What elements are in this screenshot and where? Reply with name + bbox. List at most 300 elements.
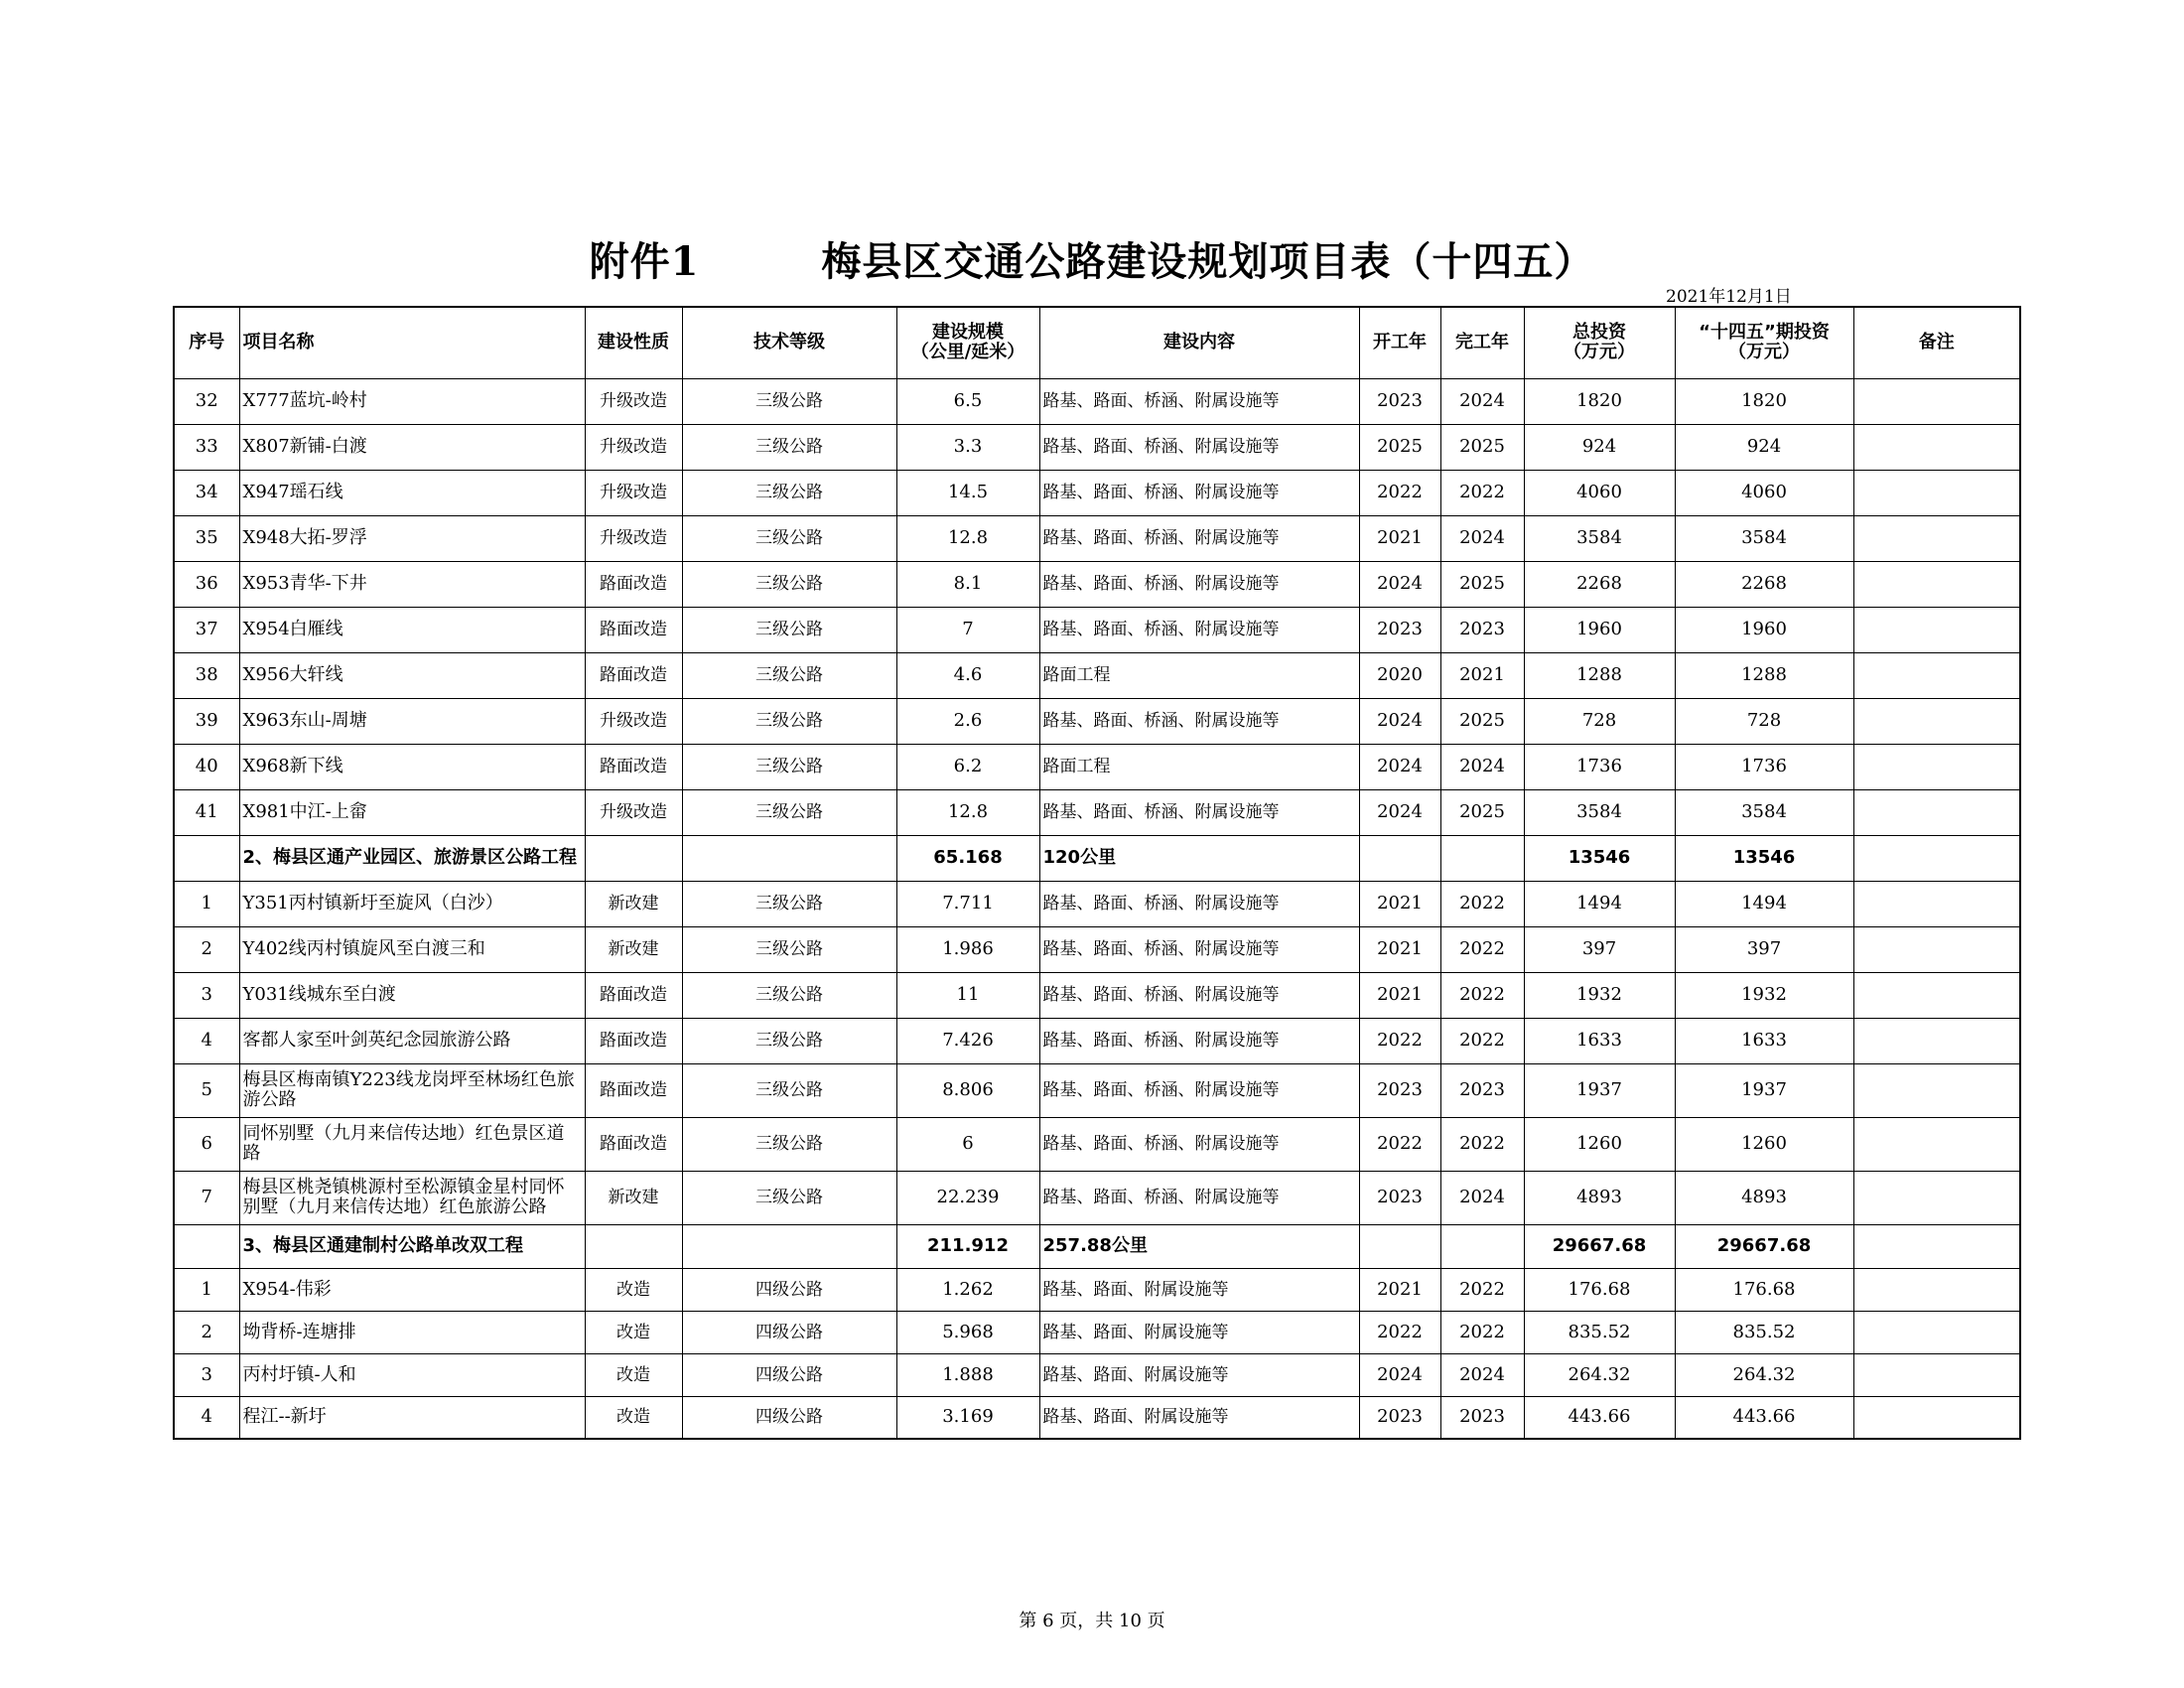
cell-grade: 三级公路: [682, 561, 896, 607]
cell-scale: 8.1: [896, 561, 1039, 607]
cell-seq: 2: [174, 926, 239, 972]
cell-nature: 路面改造: [585, 652, 682, 698]
cell-start: 2023: [1359, 1396, 1440, 1439]
cell-name: Y031线城东至白渡: [239, 972, 585, 1018]
cell-content: 路基、路面、附属设施等: [1039, 1311, 1359, 1353]
cell-content: 路基、路面、桥涵、附属设施等: [1039, 561, 1359, 607]
cell-plan: 728: [1675, 698, 1853, 744]
cell-grade: 三级公路: [682, 881, 896, 926]
cell-plan: 3584: [1675, 789, 1853, 835]
cell-name: X807新铺-白渡: [239, 424, 585, 470]
cell-start: 2022: [1359, 1117, 1440, 1171]
cell-nature: 新改建: [585, 926, 682, 972]
cell-end: 2025: [1440, 424, 1524, 470]
cell-end: 2022: [1440, 1268, 1524, 1311]
cell-plan: 835.52: [1675, 1311, 1853, 1353]
cell-content: 路基、路面、桥涵、附属设施等: [1039, 1171, 1359, 1224]
cell-plan: 1633: [1675, 1018, 1853, 1063]
page-footer: 第 6 页，共 10 页: [1019, 1611, 1165, 1631]
cell-name: 坳背桥-连塘排: [239, 1311, 585, 1353]
cell-nature: 路面改造: [585, 607, 682, 652]
cell-end: 2022: [1440, 1117, 1524, 1171]
cell-name: Y402线丙村镇旋风至白渡三和: [239, 926, 585, 972]
header-start: 开工年: [1359, 307, 1440, 378]
cell-grade: 三级公路: [682, 515, 896, 561]
cell-total: 176.68: [1524, 1268, 1675, 1311]
cell-note: [1853, 972, 2020, 1018]
cell-start: 2023: [1359, 1171, 1440, 1224]
cell-scale: 1.986: [896, 926, 1039, 972]
header-scale-line2: （公里/延米）: [910, 342, 1025, 363]
cell-grade: 三级公路: [682, 1018, 896, 1063]
cell-seq: 39: [174, 698, 239, 744]
cell-nature: 改造: [585, 1353, 682, 1396]
table-row: [174, 972, 2020, 1018]
cell-total: 1260: [1524, 1117, 1675, 1171]
cell-plan: 4060: [1675, 470, 1853, 515]
header-plan-line1: “十四五”期投资: [1699, 322, 1830, 344]
cell-grade: [682, 1224, 896, 1268]
cell-start: 2021: [1359, 515, 1440, 561]
cell-content: 路基、路面、附属设施等: [1039, 1268, 1359, 1311]
cell-name: X777蓝坑-岭村: [239, 378, 585, 424]
cell-seq: 4: [174, 1018, 239, 1063]
cell-total: 4893: [1524, 1171, 1675, 1224]
cell-content: 路基、路面、桥涵、附属设施等: [1039, 789, 1359, 835]
cell-name: X953青华-下井: [239, 561, 585, 607]
cell-name: X963东山-周塘: [239, 698, 585, 744]
cell-content: 路基、路面、桥涵、附属设施等: [1039, 378, 1359, 424]
header-total-line2: （万元）: [1564, 342, 1635, 363]
cell-seq: [174, 835, 239, 881]
table-row: [174, 1311, 2020, 1353]
cell-plan: 1736: [1675, 744, 1853, 789]
cell-note: [1853, 607, 2020, 652]
cell-plan: 1937: [1675, 1063, 1853, 1117]
cell-nature: 路面改造: [585, 972, 682, 1018]
table-row: [174, 1268, 2020, 1311]
cell-name: 丙村圩镇-人和: [239, 1353, 585, 1396]
cell-total: 924: [1524, 424, 1675, 470]
cell-content: 路面工程: [1039, 744, 1359, 789]
cell-grade: 三级公路: [682, 470, 896, 515]
cell-name: X948大拓-罗浮: [239, 515, 585, 561]
cell-nature: 升级改造: [585, 424, 682, 470]
cell-seq: 1: [174, 881, 239, 926]
cell-start: 2022: [1359, 470, 1440, 515]
cell-note: [1853, 1353, 2020, 1396]
cell-start: 2023: [1359, 607, 1440, 652]
cell-content: 路基、路面、桥涵、附属设施等: [1039, 1063, 1359, 1117]
cell-total: 443.66: [1524, 1396, 1675, 1439]
cell-note: [1853, 561, 2020, 607]
cell-scale: 4.6: [896, 652, 1039, 698]
cell-plan: 1494: [1675, 881, 1853, 926]
cell-seq: 6: [174, 1117, 239, 1171]
cell-nature: 路面改造: [585, 744, 682, 789]
cell-total: 1937: [1524, 1063, 1675, 1117]
table-row: [174, 515, 2020, 561]
cell-note: [1853, 1117, 2020, 1171]
cell-start: 2024: [1359, 1353, 1440, 1396]
cell-name: 客都人家至叶剑英纪念园旅游公路: [239, 1018, 585, 1063]
cell-name: 梅县区梅南镇Y223线龙岗坪至林场红色旅游公路: [239, 1063, 585, 1117]
header-total: [1524, 307, 1675, 378]
cell-grade: 三级公路: [682, 378, 896, 424]
cell-seq: 1: [174, 1268, 239, 1311]
table-row: [174, 470, 2020, 515]
cell-nature: [585, 835, 682, 881]
cell-nature: 升级改造: [585, 698, 682, 744]
cell-nature: 改造: [585, 1268, 682, 1311]
cell-grade: 三级公路: [682, 1063, 896, 1117]
cell-end: [1440, 1224, 1524, 1268]
cell-name: X956大轩线: [239, 652, 585, 698]
cell-note: [1853, 1268, 2020, 1311]
cell-end: 2023: [1440, 1396, 1524, 1439]
header-plan: [1675, 307, 1853, 378]
cell-seq: 40: [174, 744, 239, 789]
cell-scale: 3.169: [896, 1396, 1039, 1439]
cell-content: 路基、路面、桥涵、附属设施等: [1039, 607, 1359, 652]
cell-total: 264.32: [1524, 1353, 1675, 1396]
cell-total: 728: [1524, 698, 1675, 744]
cell-plan: 1820: [1675, 378, 1853, 424]
cell-start: 2024: [1359, 744, 1440, 789]
cell-start: 2021: [1359, 926, 1440, 972]
cell-nature: 升级改造: [585, 470, 682, 515]
cell-end: 2024: [1440, 1353, 1524, 1396]
header-content: 建设内容: [1039, 307, 1359, 378]
cell-name: X954白雁线: [239, 607, 585, 652]
cell-seq: 41: [174, 789, 239, 835]
cell-scale: 65.168: [896, 835, 1039, 881]
cell-note: [1853, 1063, 2020, 1117]
cell-nature: 新改建: [585, 1171, 682, 1224]
cell-start: 2024: [1359, 561, 1440, 607]
cell-note: [1853, 515, 2020, 561]
cell-end: 2024: [1440, 378, 1524, 424]
cell-scale: 12.8: [896, 789, 1039, 835]
cell-name: Y351丙村镇新圩至旋风（白沙）: [239, 881, 585, 926]
cell-total: 397: [1524, 926, 1675, 972]
cell-end: 2024: [1440, 744, 1524, 789]
cell-content: 路基、路面、桥涵、附属设施等: [1039, 1117, 1359, 1171]
cell-start: [1359, 835, 1440, 881]
cell-grade: 三级公路: [682, 424, 896, 470]
cell-start: 2021: [1359, 1268, 1440, 1311]
cell-total: 1633: [1524, 1018, 1675, 1063]
header-scale-line1: 建设规模: [932, 322, 1004, 344]
cell-grade: [682, 835, 896, 881]
table-row: [174, 378, 2020, 424]
cell-grade: 三级公路: [682, 652, 896, 698]
cell-note: [1853, 652, 2020, 698]
cell-nature: 路面改造: [585, 1063, 682, 1117]
cell-note: [1853, 881, 2020, 926]
cell-start: 2020: [1359, 652, 1440, 698]
cell-total: 3584: [1524, 789, 1675, 835]
cell-note: [1853, 1018, 2020, 1063]
cell-content: 路基、路面、附属设施等: [1039, 1396, 1359, 1439]
cell-grade: 三级公路: [682, 1117, 896, 1171]
cell-end: 2022: [1440, 926, 1524, 972]
cell-end: 2023: [1440, 607, 1524, 652]
cell-note: [1853, 1311, 2020, 1353]
cell-scale: 7: [896, 607, 1039, 652]
cell-grade: 三级公路: [682, 789, 896, 835]
cell-start: 2024: [1359, 789, 1440, 835]
cell-end: 2022: [1440, 1311, 1524, 1353]
cell-scale: 14.5: [896, 470, 1039, 515]
cell-name: X947瑶石线: [239, 470, 585, 515]
cell-grade: 四级公路: [682, 1311, 896, 1353]
cell-end: 2022: [1440, 470, 1524, 515]
cell-scale: 22.239: [896, 1171, 1039, 1224]
cell-seq: 32: [174, 378, 239, 424]
cell-plan: 1260: [1675, 1117, 1853, 1171]
cell-content: 路基、路面、桥涵、附属设施等: [1039, 470, 1359, 515]
cell-plan: 1960: [1675, 607, 1853, 652]
cell-scale: 6.2: [896, 744, 1039, 789]
cell-total: 1820: [1524, 378, 1675, 424]
cell-note: [1853, 1171, 2020, 1224]
cell-end: 2022: [1440, 1018, 1524, 1063]
cell-name: 3、梅县区通建制村公路单改双工程: [239, 1224, 585, 1268]
cell-nature: 路面改造: [585, 1117, 682, 1171]
cell-seq: 33: [174, 424, 239, 470]
cell-start: 2022: [1359, 1311, 1440, 1353]
cell-total: 4060: [1524, 470, 1675, 515]
cell-total: 13546: [1524, 835, 1675, 881]
cell-scale: 12.8: [896, 515, 1039, 561]
cell-content: 257.88公里: [1039, 1224, 1359, 1268]
header-plan-line2: （万元）: [1728, 342, 1800, 363]
cell-note: [1853, 698, 2020, 744]
cell-total: 1960: [1524, 607, 1675, 652]
cell-seq: 38: [174, 652, 239, 698]
cell-grade: 三级公路: [682, 698, 896, 744]
cell-start: 2024: [1359, 698, 1440, 744]
cell-scale: 7.426: [896, 1018, 1039, 1063]
cell-note: [1853, 835, 2020, 881]
cell-end: 2024: [1440, 1171, 1524, 1224]
cell-total: 1288: [1524, 652, 1675, 698]
header-end: 完工年: [1440, 307, 1524, 378]
table-body: [174, 378, 2020, 1439]
cell-grade: 三级公路: [682, 607, 896, 652]
table-row: [174, 1063, 2020, 1117]
cell-grade: 三级公路: [682, 972, 896, 1018]
cell-end: 2025: [1440, 789, 1524, 835]
cell-name: 同怀别墅（九月来信传达地）红色景区道路: [239, 1117, 585, 1171]
cell-total: 29667.68: [1524, 1224, 1675, 1268]
cell-end: 2022: [1440, 881, 1524, 926]
cell-scale: 6: [896, 1117, 1039, 1171]
table-row: [174, 926, 2020, 972]
table-row: [174, 561, 2020, 607]
cell-nature: 路面改造: [585, 561, 682, 607]
cell-nature: 路面改造: [585, 1018, 682, 1063]
cell-content: 路基、路面、桥涵、附属设施等: [1039, 926, 1359, 972]
cell-note: [1853, 1396, 2020, 1439]
cell-content: 路基、路面、桥涵、附属设施等: [1039, 424, 1359, 470]
cell-total: 2268: [1524, 561, 1675, 607]
project-table: [173, 306, 2021, 1440]
table-row: [174, 881, 2020, 926]
cell-seq: 34: [174, 470, 239, 515]
cell-name: 2、梅县区通产业园区、旅游景区公路工程: [239, 835, 585, 881]
cell-start: 2023: [1359, 378, 1440, 424]
cell-total: 1736: [1524, 744, 1675, 789]
cell-seq: 7: [174, 1171, 239, 1224]
cell-content: 路基、路面、附属设施等: [1039, 1353, 1359, 1396]
cell-start: 2022: [1359, 1018, 1440, 1063]
cell-start: 2021: [1359, 972, 1440, 1018]
header-name: [239, 307, 585, 378]
cell-plan: 397: [1675, 926, 1853, 972]
table-row: [174, 607, 2020, 652]
cell-nature: 升级改造: [585, 378, 682, 424]
cell-seq: 3: [174, 1353, 239, 1396]
cell-name: 梅县区桃尧镇桃源村至松源镇金星村同怀别墅（九月来信传达地）红色旅游公路: [239, 1171, 585, 1224]
cell-nature: 升级改造: [585, 789, 682, 835]
cell-scale: 11: [896, 972, 1039, 1018]
cell-plan: 13546: [1675, 835, 1853, 881]
cell-scale: 5.968: [896, 1311, 1039, 1353]
cell-end: 2024: [1440, 515, 1524, 561]
header-seq: 序号: [174, 307, 239, 378]
cell-scale: 1.262: [896, 1268, 1039, 1311]
cell-total: 3584: [1524, 515, 1675, 561]
cell-scale: 3.3: [896, 424, 1039, 470]
cell-note: [1853, 1224, 2020, 1268]
page-title: 附件1 梅县区交通公路建设规划项目表（十四五）: [589, 238, 1595, 285]
cell-total: 835.52: [1524, 1311, 1675, 1353]
cell-plan: 4893: [1675, 1171, 1853, 1224]
cell-grade: 四级公路: [682, 1353, 896, 1396]
table-row: [174, 1018, 2020, 1063]
cell-plan: 176.68: [1675, 1268, 1853, 1311]
header-total-line1: 总投资: [1572, 322, 1626, 344]
cell-scale: 2.6: [896, 698, 1039, 744]
table-row: [174, 1396, 2020, 1439]
cell-end: 2022: [1440, 972, 1524, 1018]
header-row: [174, 307, 2020, 378]
cell-nature: [585, 1224, 682, 1268]
cell-seq: 36: [174, 561, 239, 607]
cell-note: [1853, 470, 2020, 515]
cell-name: X968新下线: [239, 744, 585, 789]
header-grade: 技术等级: [682, 307, 896, 378]
cell-grade: 四级公路: [682, 1268, 896, 1311]
cell-grade: 三级公路: [682, 744, 896, 789]
cell-end: [1440, 835, 1524, 881]
header-scale: [896, 307, 1039, 378]
cell-plan: 2268: [1675, 561, 1853, 607]
cell-seq: 4: [174, 1396, 239, 1439]
cell-nature: 改造: [585, 1396, 682, 1439]
cell-plan: 3584: [1675, 515, 1853, 561]
section-row: [174, 835, 2020, 881]
cell-note: [1853, 926, 2020, 972]
cell-grade: 三级公路: [682, 926, 896, 972]
header-note: 备注: [1853, 307, 2020, 378]
cell-scale: 8.806: [896, 1063, 1039, 1117]
cell-note: [1853, 744, 2020, 789]
cell-start: [1359, 1224, 1440, 1268]
table-row: [174, 698, 2020, 744]
cell-scale: 1.888: [896, 1353, 1039, 1396]
table-row: [174, 652, 2020, 698]
cell-plan: 29667.68: [1675, 1224, 1853, 1268]
cell-nature: 改造: [585, 1311, 682, 1353]
cell-content: 路面工程: [1039, 652, 1359, 698]
cell-content: 120公里: [1039, 835, 1359, 881]
cell-nature: 升级改造: [585, 515, 682, 561]
cell-note: [1853, 424, 2020, 470]
cell-grade: 四级公路: [682, 1396, 896, 1439]
cell-name: X954-伟彩: [239, 1268, 585, 1311]
cell-scale: 7.711: [896, 881, 1039, 926]
cell-content: 路基、路面、桥涵、附属设施等: [1039, 698, 1359, 744]
cell-start: 2023: [1359, 1063, 1440, 1117]
cell-name: 程江--新圩: [239, 1396, 585, 1439]
cell-note: [1853, 789, 2020, 835]
cell-seq: 5: [174, 1063, 239, 1117]
table-row: [174, 1353, 2020, 1396]
header-name-label: 项目名称: [242, 332, 315, 353]
cell-seq: 3: [174, 972, 239, 1018]
table-row: [174, 1117, 2020, 1171]
cell-nature: 新改建: [585, 881, 682, 926]
cell-plan: 924: [1675, 424, 1853, 470]
section-row: [174, 1224, 2020, 1268]
cell-name: X981中江-上畲: [239, 789, 585, 835]
cell-end: 2021: [1440, 652, 1524, 698]
table-row: [174, 744, 2020, 789]
cell-end: 2025: [1440, 561, 1524, 607]
cell-grade: 三级公路: [682, 1171, 896, 1224]
cell-seq: 2: [174, 1311, 239, 1353]
document-date: 2021年12月1日: [1666, 287, 1792, 307]
cell-start: 2021: [1359, 881, 1440, 926]
cell-total: 1932: [1524, 972, 1675, 1018]
table-row: [174, 424, 2020, 470]
cell-plan: 264.32: [1675, 1353, 1853, 1396]
cell-scale: 211.912: [896, 1224, 1039, 1268]
cell-plan: 1932: [1675, 972, 1853, 1018]
cell-total: 1494: [1524, 881, 1675, 926]
cell-content: 路基、路面、桥涵、附属设施等: [1039, 972, 1359, 1018]
table-row: [174, 1171, 2020, 1224]
cell-note: [1853, 378, 2020, 424]
table-row: [174, 789, 2020, 835]
cell-end: 2025: [1440, 698, 1524, 744]
cell-content: 路基、路面、桥涵、附属设施等: [1039, 881, 1359, 926]
cell-seq: [174, 1224, 239, 1268]
cell-start: 2025: [1359, 424, 1440, 470]
cell-scale: 6.5: [896, 378, 1039, 424]
cell-content: 路基、路面、桥涵、附属设施等: [1039, 1018, 1359, 1063]
cell-seq: 35: [174, 515, 239, 561]
cell-end: 2023: [1440, 1063, 1524, 1117]
header-nature: 建设性质: [585, 307, 682, 378]
cell-content: 路基、路面、桥涵、附属设施等: [1039, 515, 1359, 561]
cell-plan: 443.66: [1675, 1396, 1853, 1439]
cell-plan: 1288: [1675, 652, 1853, 698]
cell-seq: 37: [174, 607, 239, 652]
